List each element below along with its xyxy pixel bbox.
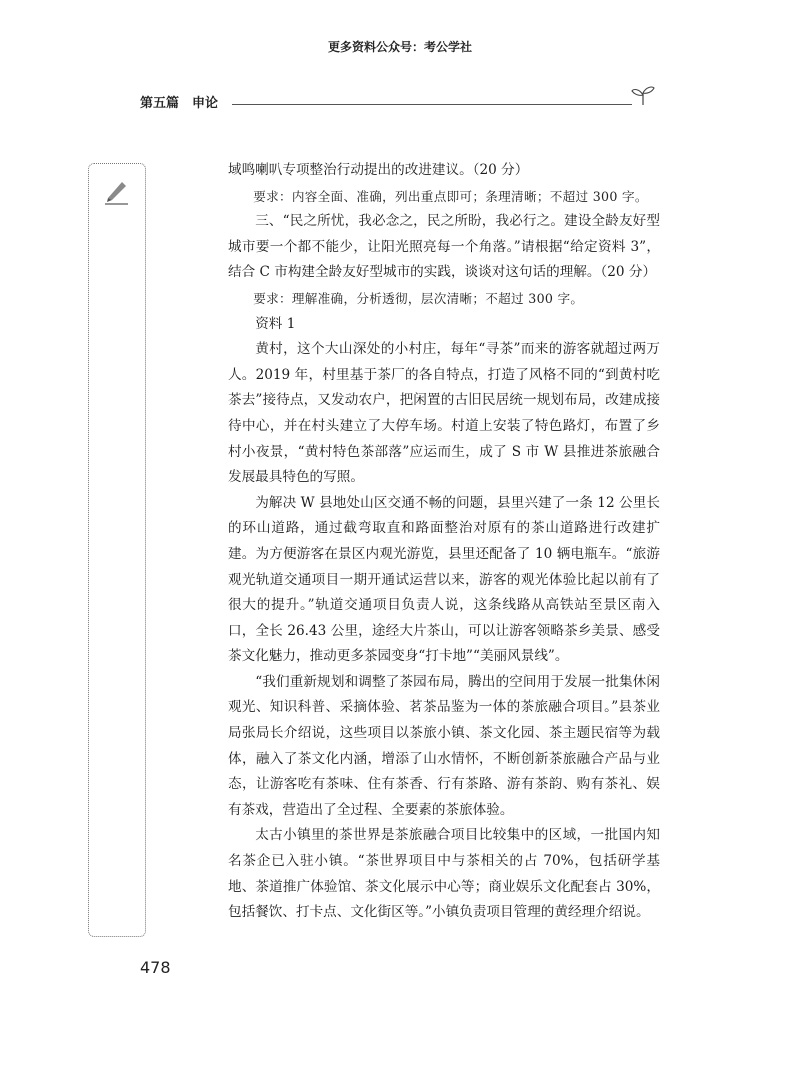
page-number: 478: [140, 958, 171, 977]
notes-margin: [88, 163, 146, 937]
paragraph: “我们重新规划和调整了茶园布局，腾出的空间用于发展一批集休闲观光、知识科普、采摘体验、茗茶品鉴为一体的茶旅融合项目。”县茶业局张局长介绍说，这些项目以茶旅小镇、茶文化园、茶主题民宿等为载体，融入了茶文化内涵，增添了山水情怀，不断创新茶旅融合产品与业态，让游客吃有茶味、住有茶香、行有茶路、游有茶韵、购有茶礼、娱有茶戏，营造出了全过程、全要素的茶旅体验。: [228, 673, 660, 818]
chapter-title: 第五篇 申论: [140, 96, 219, 111]
section-heading: 资料 1: [255, 315, 296, 332]
paragraph: 为解决 W 县地处山区交通不畅的问题，县里兴建了一条 12 公里长的环山道路，通过截弯取直和路面整治对原有的茶山道路进行改建扩建。为方便游客在景区内观光游览，县里还配备了 10 辆电瓶车。“旅游观光轨道交通项目一期开通试运营以来，游客的观光体验比起以前有了很大的提升。”轨道交通项目负责人说，这条线路从高铁站至景区南入口，全长 26.43 公里，途经大片茶山，可以让游客领略茶乡美景、感受茶文化魅力，推动更多茶园变身“打卡地”“美丽风景线”。: [228, 494, 660, 665]
requirement-text: 要求：内容全面、准确，列出重点即可；条理清晰；不超过 300 字。: [253, 188, 648, 204]
requirement-text: 要求：理解准确，分析透彻，层次清晰；不超过 300 字。: [253, 290, 584, 306]
question-three: 三、“民之所忧，我必念之，民之所盼，我必行之。建设全龄友好型城市要一个都不能少，让阳光照亮每一个角落。”请根据“给定资料 3”，结合 C 市构建全龄友好型城市的实践，谈谈对这句话的理解。（20 分）: [228, 213, 660, 281]
top-banner: 更多资料公众号：考公学社: [327, 40, 472, 54]
paragraph: 太古小镇里的茶世界是茶旅融合项目比较集中的区域，一批国内知名茶企已入驻小镇。“茶世界项目中与茶相关的占 70%，包括研学基地、茶道推广体验馆、茶文化展示中心等；商业娱乐文化配套占 30%，包括餐饮、打卡点、文化街区等。”小镇负责项目管理的黄经理介绍说。: [228, 827, 660, 921]
header-rule: [232, 104, 632, 105]
paragraph: 黄村，这个大山深处的小村庄，每年“寻茶”而来的游客就超过两万人。2019 年，村里基于茶厂的各自特点，打造了风格不同的“到黄村吃茶去”接待点，又发动农户，把闲置的古旧民居统一规划布局，改建成接待中心，并在村头建立了大停车场。村道上安装了特色路灯，布置了乡村小夜景，“黄村特色茶部落”应运而生，成了 S 市 W 县推进茶旅融合发展最具特色的写照。: [228, 341, 660, 486]
body-text: [228, 158, 660, 926]
paragraph: 域鸣喇叭专项整治行动提出的改进建议。（20 分）: [228, 162, 529, 178]
pencil-icon: [102, 176, 132, 206]
chapter-header: [140, 92, 660, 114]
sprout-icon: [630, 84, 656, 106]
